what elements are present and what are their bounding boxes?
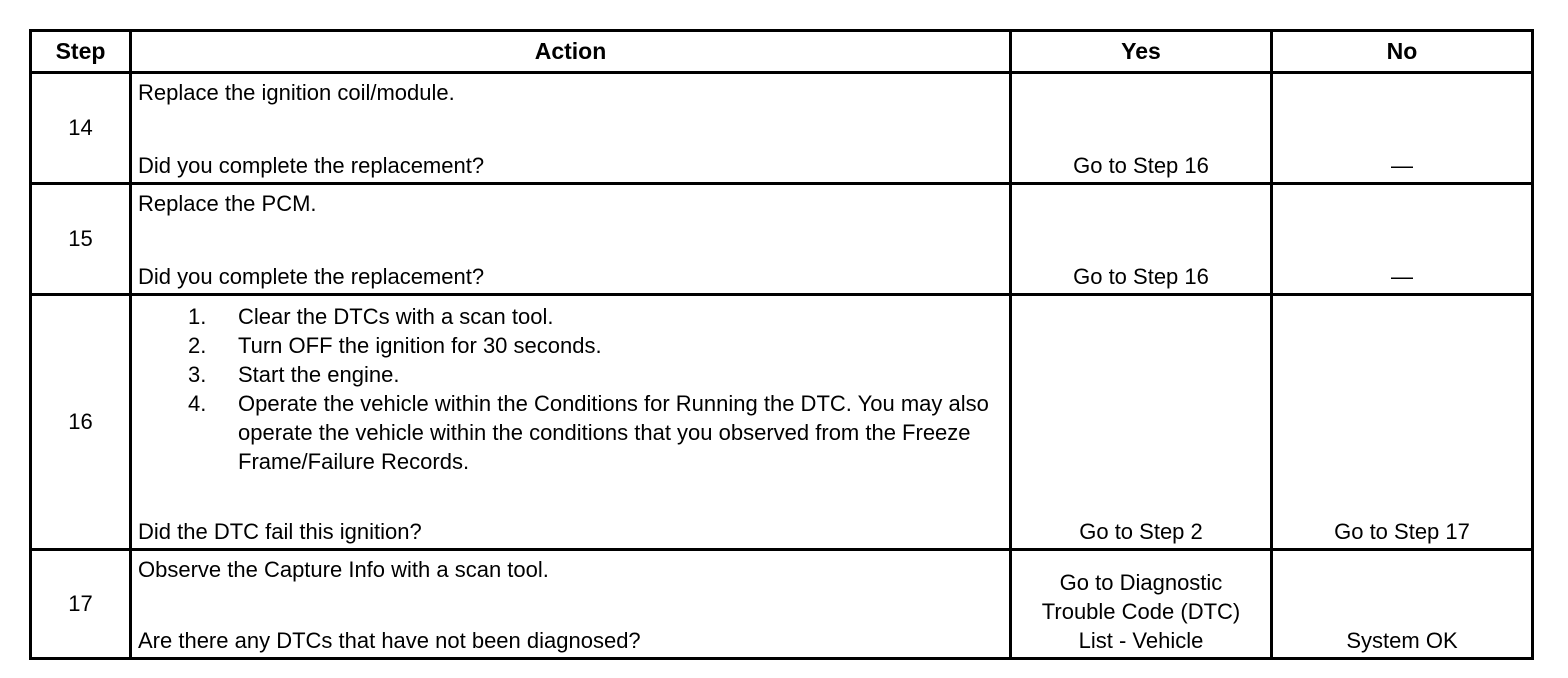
- list-item-number: 1.: [188, 304, 207, 329]
- action-question: Did you complete the replacement?: [138, 264, 485, 289]
- header-step: Step: [31, 31, 131, 73]
- action-instruction: Replace the PCM.: [138, 191, 317, 216]
- list-item: [138, 360, 1003, 389]
- header-action: Action: [131, 31, 1011, 73]
- step-number: 16: [31, 295, 131, 550]
- diagnostic-table: [29, 29, 1534, 660]
- action-question: Did the DTC fail this ignition?: [138, 519, 422, 544]
- yes-result-line-1: Go to Diagnostic: [1059, 570, 1223, 595]
- no-cell: [1272, 73, 1533, 184]
- action-cell: [131, 295, 1011, 550]
- action-cell: [131, 550, 1011, 659]
- no-result: System OK: [1346, 628, 1458, 653]
- no-result: —: [1391, 264, 1413, 289]
- table-row: [31, 184, 1533, 295]
- yes-result: Go to Step 16: [1073, 264, 1209, 289]
- action-question: Are there any DTCs that have not been diagnosed?: [138, 628, 641, 653]
- table-row: [31, 73, 1533, 184]
- list-item-text: Turn OFF the ignition for 30 seconds.: [238, 333, 602, 358]
- yes-result: Go to Step 2: [1079, 519, 1203, 544]
- no-result: —: [1391, 153, 1413, 178]
- action-instruction: Replace the ignition coil/module.: [138, 80, 455, 105]
- procedure-list: [138, 302, 1003, 476]
- step-number: 14: [31, 73, 131, 184]
- action-cell: [131, 184, 1011, 295]
- list-item-text: Clear the DTCs with a scan tool.: [238, 304, 554, 329]
- yes-cell: [1011, 295, 1272, 550]
- list-item: [138, 389, 1003, 476]
- table-row: [31, 550, 1533, 659]
- no-cell: [1272, 550, 1533, 659]
- yes-result: Go to Step 16: [1073, 153, 1209, 178]
- no-result: Go to Step 17: [1334, 519, 1470, 544]
- list-item-number: 2.: [188, 333, 207, 358]
- header-no: No: [1272, 31, 1533, 73]
- list-item-text: Operate the vehicle within the Conditions for Running the DTC. You may also operate the vehicle within the conditions that you observed from the Freeze Frame/Failure Records.: [238, 391, 989, 474]
- yes-result-line-3: List - Vehicle: [1078, 628, 1204, 653]
- header-yes: Yes: [1011, 31, 1272, 73]
- yes-cell: [1011, 73, 1272, 184]
- no-cell: [1272, 295, 1533, 550]
- step-number: 15: [31, 184, 131, 295]
- list-item: [138, 331, 1003, 360]
- list-item-text: Start the engine.: [238, 362, 400, 387]
- yes-cell: [1011, 184, 1272, 295]
- table-row: [31, 295, 1533, 550]
- action-cell: [131, 73, 1011, 184]
- list-item: [138, 302, 1003, 331]
- table-header-row: [31, 31, 1533, 73]
- no-cell: [1272, 184, 1533, 295]
- yes-cell: [1011, 550, 1272, 659]
- yes-result-line-2: Trouble Code (DTC): [1041, 599, 1241, 624]
- action-instruction: Observe the Capture Info with a scan tool.: [138, 557, 549, 582]
- list-item-number: 4.: [188, 391, 207, 416]
- list-item-number: 3.: [188, 362, 207, 387]
- step-number: 17: [31, 550, 131, 659]
- action-question: Did you complete the replacement?: [138, 153, 485, 178]
